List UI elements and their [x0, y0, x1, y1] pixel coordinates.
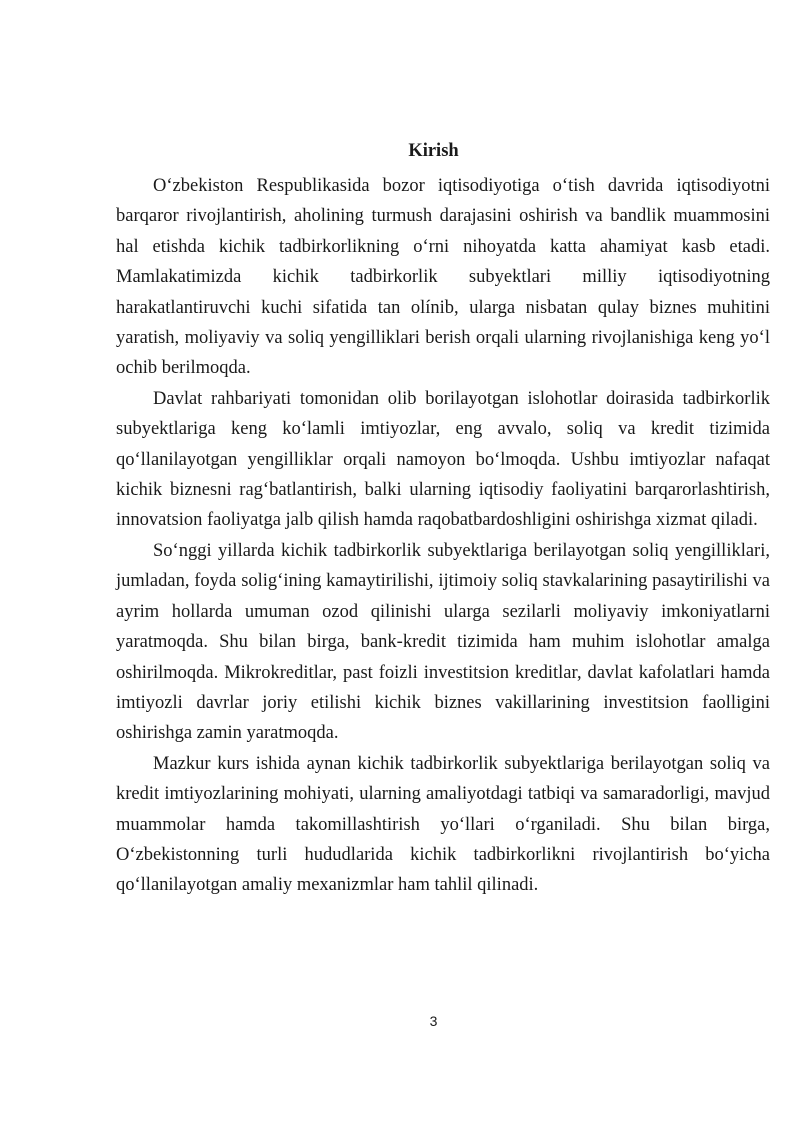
- paragraph: Mazkur kurs ishida aynan kichik tadbirkorlik subyektlariga berilayotgan soliq va kredit imtiyozlarining mohiyati, ularning amaliyotdagi tatbiqi va samaradorligi, mavjud muammolar hamda takomillashtirish yo‘llari o‘rganiladi. Shu bilan birga, O‘zbekistonning turli hududlarida kichik tadbirkorlikni rivojlantirish bo‘yicha qo‘llanilayotgan amaliy mexanizmlar ham tahlil qilinadi.: [116, 753, 770, 896]
- body-text: [116, 171, 770, 901]
- section-heading: Kirish: [408, 141, 459, 161]
- paragraph: Davlat rahbariyati tomonidan olib borilayotgan islohotlar doirasida tadbirkorlik subyektlariga keng ko‘lamli imtiyozlar, eng avvalo, soliq va kredit tizimida qo‘llanilayotgan yengilliklar orqali namoyon bo‘lmoqda. Ushbu imtiyozlar nafaqat kichik biznesni rag‘batlantirish, balki ularning iqtisodiy faoliyatini barqarorlashtirish, innovatsion faoliyatga jalb qilish hamda raqobatbardoshligini oshirishga xizmat qiladi.: [116, 388, 770, 531]
- paragraph: So‘nggi yillarda kichik tadbirkorlik subyektlariga berilayotgan soliq yengilliklari, jumladan, foyda solig‘ining kamaytirilishi, ijtimoiy soliq stavkalarining pasaytirilishi va ayrim hollarda umuman ozod qilinishi ularga sezilarli moliyaviy imkoniyatlarni yaratmoqda. Shu bilan birga, bank-kredit tizimida ham muhim islohotlar amalga oshirilmoqda. Mikrokreditlar, past foizli investitsion kreditlar, davlat kafolatlari hamda imtiyozli davrlar joriy etilishi kichik biznes vakillarining investitsion faolligini oshirishga zamin yaratmoqda.: [116, 540, 770, 744]
- page-number: 3: [429, 1013, 438, 1029]
- paragraph: O‘zbekiston Respublikasida bozor iqtisodiyotiga o‘tish davrida iqtisodiyotni barqaror rivojlantirish, aholining turmush darajasini oshirish va bandlik muammosini hal etishda kichik tadbirkorlikning o‘rni nihoyatda katta ahamiyat kasb etadi. Mamlakatimizda kichik tadbirkorlik subyektlari milliy iqtisodiyotning harakatlantiruvchi kuchi sifatida tan olínib, ularga nisbatan qulay biznes muhitini yaratish, moliyaviy va soliq yengilliklari berish orqali ularning rivojlanishiga keng yo‘l ochib berilmoqda.: [116, 176, 770, 379]
